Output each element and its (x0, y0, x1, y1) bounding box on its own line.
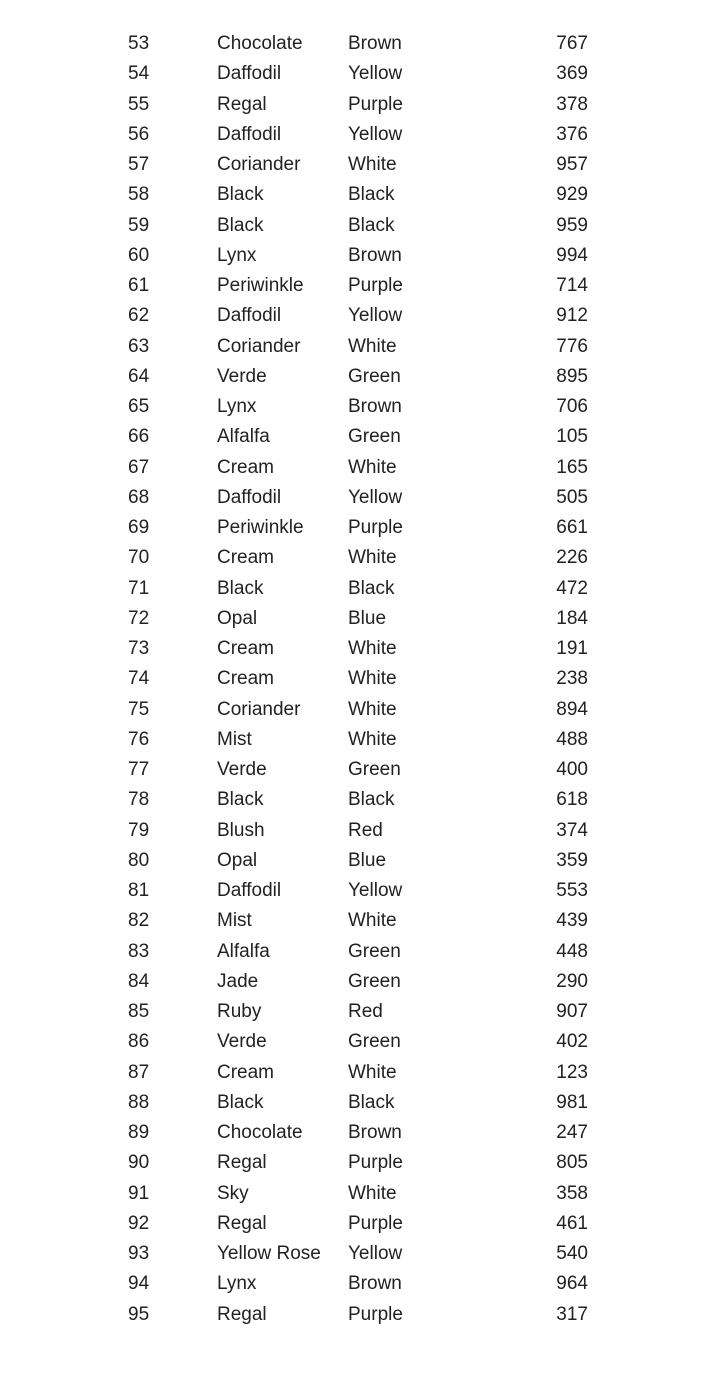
row-value-cell: 618 (556, 789, 588, 811)
row-color-cell: Red (348, 1001, 383, 1022)
row-name-cell: Daffodil (217, 305, 282, 327)
row-id-cell: 92 (128, 1212, 150, 1234)
row-id-cell: 86 (128, 1031, 150, 1053)
row-id-cell: 58 (128, 184, 150, 206)
row-color-cell: White (348, 1061, 397, 1083)
row-name-cell: Ruby (217, 1001, 262, 1022)
row-color-cell: White (348, 638, 397, 659)
table-row (0, 1058, 713, 1088)
row-value-cell: 895 (556, 365, 588, 387)
row-id-cell: 55 (128, 93, 150, 115)
row-id-cell: 54 (128, 63, 150, 85)
row-id-cell: 84 (128, 970, 150, 992)
table-row (0, 1300, 713, 1330)
row-id-cell: 59 (128, 214, 150, 236)
row-value-cell: 805 (556, 1152, 588, 1174)
row-value-cell: 929 (556, 184, 588, 206)
row-value-cell: 959 (556, 214, 588, 236)
table-row (0, 241, 713, 271)
row-id-cell: 77 (128, 759, 150, 780)
row-name-cell: Coriander (217, 154, 301, 175)
row-name-cell: Regal (217, 93, 267, 115)
row-value-cell: 714 (556, 275, 588, 296)
row-color-cell: Purple (348, 1303, 403, 1325)
row-name-cell: Alfalfa (217, 426, 270, 448)
row-value-cell: 488 (556, 728, 588, 750)
row-color-cell: White (348, 154, 397, 175)
row-name-cell: Regal (217, 1212, 267, 1234)
table-row (0, 301, 713, 331)
row-name-cell: Daffodil (217, 880, 282, 901)
row-value-cell: 358 (556, 1182, 588, 1204)
row-value-cell: 907 (556, 1001, 588, 1022)
row-name-cell: Lynx (217, 1273, 257, 1295)
row-id-cell: 83 (128, 940, 150, 962)
row-name-cell: Cream (217, 638, 275, 659)
table-row (0, 180, 713, 210)
row-name-cell: Mist (217, 728, 252, 750)
row-name-cell: Daffodil (217, 123, 282, 145)
table-row (0, 1148, 713, 1178)
row-name-cell: Verde (217, 1031, 267, 1053)
row-value-cell: 123 (556, 1061, 588, 1083)
table-row (0, 211, 713, 241)
row-value-cell: 402 (556, 1031, 588, 1053)
row-id-cell: 85 (128, 1001, 150, 1022)
row-color-cell: Red (348, 819, 383, 841)
row-id-cell: 64 (128, 365, 150, 387)
row-color-cell: Brown (348, 33, 402, 54)
row-id-cell: 67 (128, 456, 150, 478)
table-row (0, 392, 713, 422)
row-color-cell: Brown (348, 1122, 402, 1143)
row-id-cell: 80 (128, 849, 150, 871)
row-name-cell: Sky (217, 1182, 249, 1204)
row-color-cell: Yellow (348, 486, 403, 508)
table-row (0, 483, 713, 513)
row-value-cell: 994 (556, 244, 588, 266)
row-value-cell: 376 (556, 123, 588, 145)
row-value-cell: 448 (556, 940, 588, 962)
row-name-cell: Alfalfa (217, 940, 270, 962)
row-name-cell: Regal (217, 1303, 267, 1325)
table-row (0, 543, 713, 573)
row-value-cell: 369 (556, 63, 588, 85)
row-name-cell: Jade (217, 970, 259, 992)
row-id-cell: 81 (128, 880, 150, 901)
row-name-cell: Periwinkle (217, 517, 304, 538)
row-color-cell: Brown (348, 396, 402, 417)
table-row (0, 453, 713, 483)
row-id-cell: 75 (128, 698, 150, 720)
row-color-cell: Yellow (348, 1243, 403, 1264)
row-color-cell: Yellow (348, 880, 403, 901)
row-value-cell: 661 (556, 517, 588, 538)
table-row (0, 1209, 713, 1239)
table-row (0, 1118, 713, 1148)
row-value-cell: 165 (556, 456, 588, 478)
table-row (0, 604, 713, 634)
row-value-cell: 317 (556, 1303, 588, 1325)
table-row (0, 755, 713, 785)
row-id-cell: 74 (128, 668, 150, 690)
row-id-cell: 72 (128, 607, 150, 629)
table-body (0, 29, 713, 1330)
row-value-cell: 359 (556, 849, 588, 871)
table-row (0, 513, 713, 543)
table-row (0, 422, 713, 452)
row-color-cell: White (348, 547, 397, 569)
row-name-cell: Daffodil (217, 63, 282, 85)
table-row (0, 634, 713, 664)
table-row (0, 332, 713, 362)
row-value-cell: 191 (556, 638, 588, 659)
row-value-cell: 912 (556, 305, 588, 327)
row-name-cell: Mist (217, 910, 252, 932)
row-id-cell: 63 (128, 335, 150, 357)
row-id-cell: 68 (128, 486, 150, 508)
row-id-cell: 87 (128, 1061, 150, 1083)
row-id-cell: 93 (128, 1243, 150, 1264)
row-value-cell: 105 (556, 426, 588, 448)
row-id-cell: 79 (128, 819, 150, 841)
row-name-cell: Chocolate (217, 1122, 303, 1143)
table-row (0, 664, 713, 694)
row-color-cell: Brown (348, 1273, 402, 1295)
row-color-cell: White (348, 1182, 397, 1204)
table-row (0, 967, 713, 997)
table-row (0, 1088, 713, 1118)
row-color-cell: Black (348, 789, 395, 811)
row-id-cell: 71 (128, 577, 150, 599)
row-id-cell: 69 (128, 517, 150, 538)
row-value-cell: 400 (556, 759, 588, 780)
row-id-cell: 61 (128, 275, 150, 296)
row-value-cell: 439 (556, 910, 588, 932)
row-name-cell: Cream (217, 456, 275, 478)
row-color-cell: Purple (348, 1212, 403, 1234)
row-id-cell: 91 (128, 1182, 150, 1204)
row-color-cell: Purple (348, 275, 403, 296)
row-value-cell: 540 (556, 1243, 588, 1264)
row-color-cell: White (348, 668, 397, 690)
row-color-cell: White (348, 698, 397, 720)
table-row (0, 574, 713, 604)
row-id-cell: 70 (128, 547, 150, 569)
row-id-cell: 88 (128, 1091, 150, 1113)
row-value-cell: 374 (556, 819, 588, 841)
row-color-cell: Brown (348, 244, 402, 266)
table-row (0, 997, 713, 1027)
row-id-cell: 78 (128, 789, 150, 811)
row-color-cell: Blue (348, 849, 387, 871)
row-value-cell: 894 (556, 698, 588, 720)
row-color-cell: Green (348, 759, 401, 780)
row-name-cell: Verde (217, 365, 267, 387)
row-name-cell: Lynx (217, 244, 257, 266)
row-id-cell: 56 (128, 123, 150, 145)
row-value-cell: 226 (556, 547, 588, 569)
row-value-cell: 767 (556, 33, 588, 54)
row-id-cell: 76 (128, 728, 150, 750)
row-value-cell: 238 (556, 668, 588, 690)
row-name-cell: Opal (217, 849, 258, 871)
row-color-cell: Purple (348, 93, 403, 115)
row-value-cell: 964 (556, 1273, 588, 1295)
row-value-cell: 461 (556, 1212, 588, 1234)
row-color-cell: Green (348, 426, 401, 448)
row-name-cell: Coriander (217, 335, 301, 357)
row-color-cell: Green (348, 970, 401, 992)
row-name-cell: Black (217, 184, 264, 206)
row-color-cell: Black (348, 577, 395, 599)
row-color-cell: Black (348, 214, 395, 236)
table-row (0, 29, 713, 59)
row-name-cell: Blush (217, 819, 265, 841)
row-id-cell: 94 (128, 1273, 150, 1295)
row-color-cell: Green (348, 365, 401, 387)
row-color-cell: Black (348, 1091, 395, 1113)
row-id-cell: 89 (128, 1122, 150, 1143)
row-id-cell: 90 (128, 1152, 150, 1174)
row-id-cell: 57 (128, 154, 150, 175)
row-name-cell: Black (217, 1091, 264, 1113)
table-row (0, 846, 713, 876)
table-row (0, 362, 713, 392)
row-id-cell: 53 (128, 33, 150, 54)
table-row (0, 876, 713, 906)
row-name-cell: Periwinkle (217, 275, 304, 296)
row-name-cell: Verde (217, 759, 267, 780)
row-id-cell: 65 (128, 396, 150, 417)
row-name-cell: Yellow Rose (217, 1243, 321, 1264)
table-row (0, 271, 713, 301)
row-color-cell: Green (348, 940, 401, 962)
row-color-cell: Yellow (348, 63, 403, 85)
row-color-cell: Yellow (348, 123, 403, 145)
row-name-cell: Daffodil (217, 486, 282, 508)
row-value-cell: 776 (556, 335, 588, 357)
table-row (0, 785, 713, 815)
row-id-cell: 60 (128, 244, 150, 266)
table-row (0, 695, 713, 725)
table-row (0, 120, 713, 150)
row-color-cell: Blue (348, 607, 387, 629)
row-id-cell: 73 (128, 638, 150, 659)
row-name-cell: Cream (217, 1061, 275, 1083)
row-value-cell: 553 (556, 880, 588, 901)
row-value-cell: 472 (556, 577, 588, 599)
row-value-cell: 981 (556, 1091, 588, 1113)
row-name-cell: Chocolate (217, 33, 303, 54)
row-value-cell: 706 (556, 396, 588, 417)
table-row (0, 816, 713, 846)
row-color-cell: Green (348, 1031, 401, 1053)
row-name-cell: Cream (217, 668, 275, 690)
row-name-cell: Black (217, 577, 264, 599)
table-row (0, 1239, 713, 1269)
table-row (0, 59, 713, 89)
table-row (0, 150, 713, 180)
row-value-cell: 505 (556, 486, 588, 508)
data-table (0, 29, 713, 1330)
table-row (0, 1269, 713, 1299)
row-id-cell: 66 (128, 426, 150, 448)
table-row (0, 1179, 713, 1209)
row-value-cell: 957 (556, 154, 588, 175)
row-value-cell: 290 (556, 970, 588, 992)
row-name-cell: Lynx (217, 396, 257, 417)
row-color-cell: Yellow (348, 305, 403, 327)
row-value-cell: 378 (556, 93, 588, 115)
row-value-cell: 184 (556, 607, 588, 629)
row-name-cell: Opal (217, 607, 258, 629)
row-color-cell: White (348, 728, 397, 750)
row-color-cell: White (348, 456, 397, 478)
row-id-cell: 82 (128, 910, 150, 932)
row-color-cell: White (348, 335, 397, 357)
row-color-cell: White (348, 910, 397, 932)
row-name-cell: Cream (217, 547, 275, 569)
row-color-cell: Black (348, 184, 395, 206)
row-name-cell: Black (217, 789, 264, 811)
table-row (0, 90, 713, 120)
row-id-cell: 95 (128, 1303, 150, 1325)
row-name-cell: Coriander (217, 698, 301, 720)
table-row (0, 725, 713, 755)
table-row (0, 906, 713, 936)
table-row (0, 1027, 713, 1057)
row-color-cell: Purple (348, 517, 403, 538)
row-name-cell: Black (217, 214, 264, 236)
row-name-cell: Regal (217, 1152, 267, 1174)
row-value-cell: 247 (556, 1122, 588, 1143)
row-color-cell: Purple (348, 1152, 403, 1174)
table-row (0, 937, 713, 967)
row-id-cell: 62 (128, 305, 150, 327)
